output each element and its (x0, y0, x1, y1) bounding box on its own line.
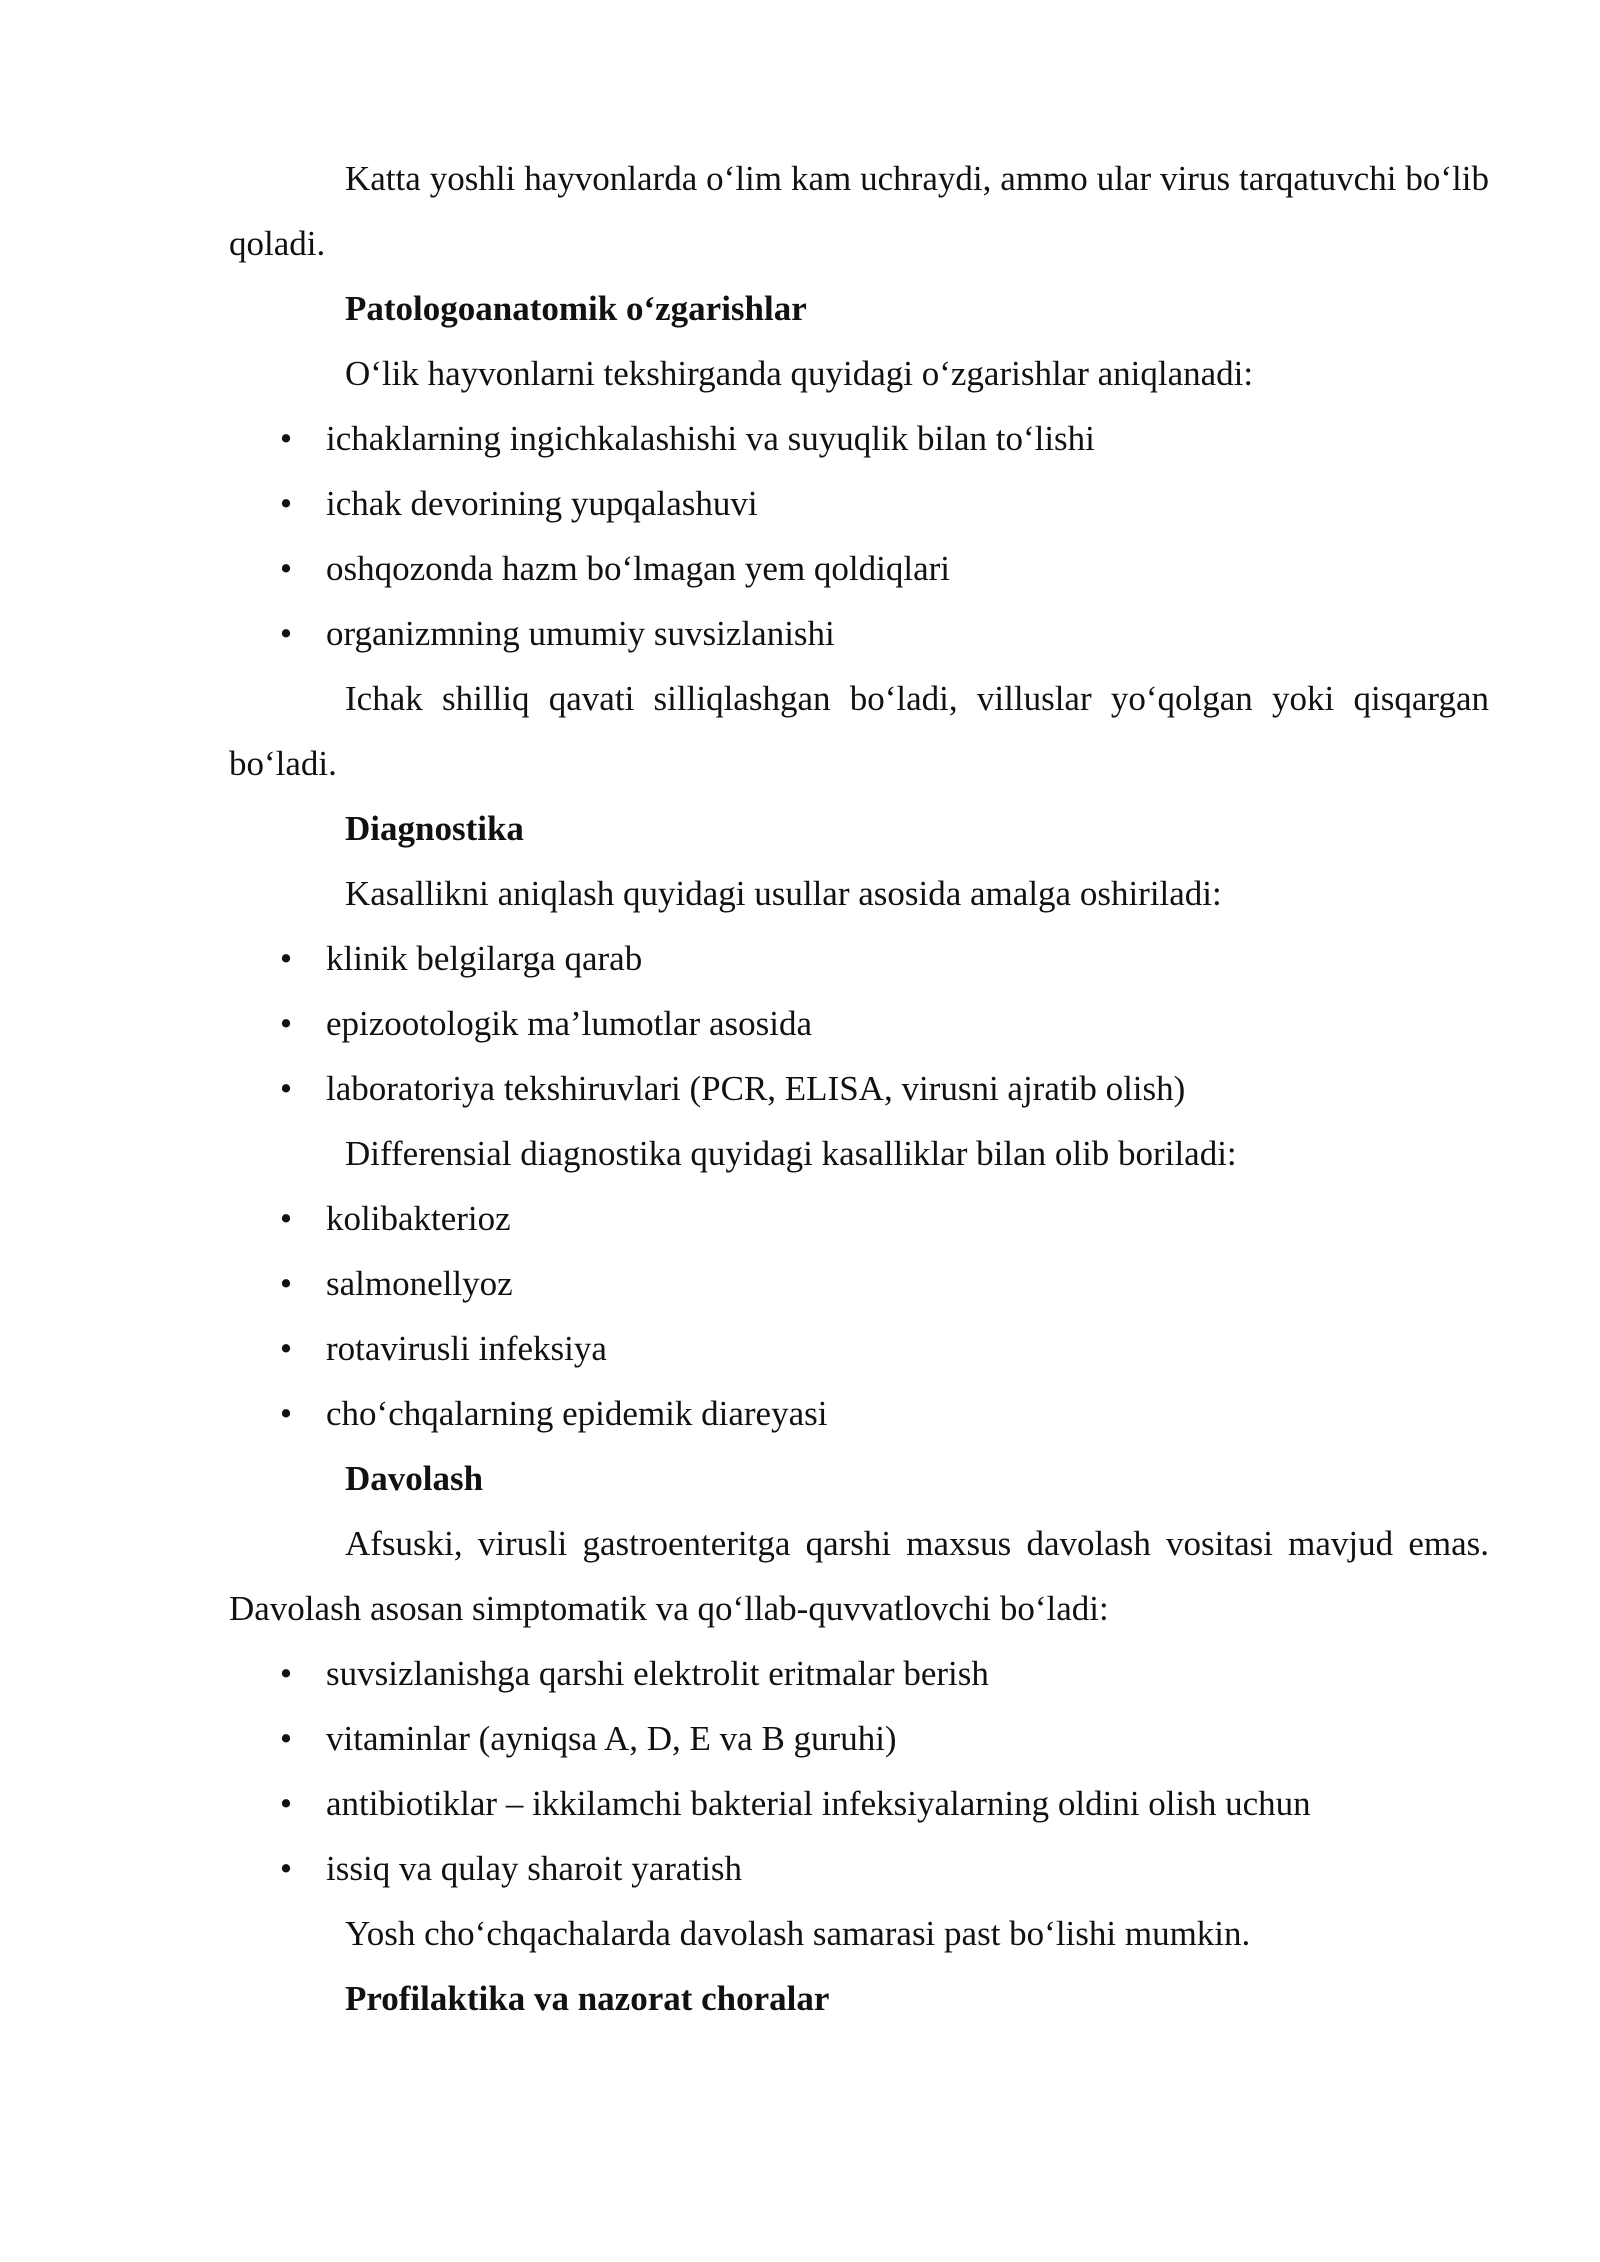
list-item-text: epizootologik ma’lumotlar asosida (326, 1004, 813, 1043)
paragraph-treatment-outcome: Yosh cho‘chqachalarda davolash samarasi past bo‘lishi mumkin. (345, 1914, 1251, 1953)
list-item (229, 926, 1489, 991)
bullet-icon: • (279, 1004, 293, 1043)
document-page (229, 146, 1489, 2031)
bullet-icon: • (279, 419, 293, 458)
list-item (229, 601, 1489, 666)
list-item-text: ichak devorining yupqalashuvi (326, 484, 758, 523)
bullet-icon: • (279, 549, 293, 588)
treatment-list (229, 1641, 1489, 1901)
heading-treatment: Davolash (345, 1459, 484, 1498)
bullet-icon: • (279, 614, 293, 653)
paragraph-necropsy-intro: O‘lik hayvonlarni tekshirganda quyidagi o‘zgarishlar aniqlanadi: (345, 354, 1254, 393)
list-item-text: suvsizlanishga qarshi elektrolit eritmalar berish (326, 1654, 989, 1693)
list-item-text: vitaminlar (ayniqsa A, D, E va B guruhi) (326, 1719, 897, 1758)
diagnostic-methods-list (229, 926, 1489, 1121)
list-item (229, 1836, 1489, 1901)
list-item (229, 1381, 1489, 1446)
bullet-icon: • (279, 1849, 293, 1888)
bullet-icon: • (279, 1069, 293, 1108)
differential-diseases-list (229, 1186, 1489, 1446)
list-item (229, 1186, 1489, 1251)
list-item-text: antibiotiklar – ikkilamchi bakterial infeksiyalarning oldini olish uchun (326, 1784, 1311, 1823)
list-item (229, 471, 1489, 536)
list-item-text: kolibakterioz (326, 1199, 511, 1238)
list-item (229, 536, 1489, 601)
paragraph-treatment-intro: Afsuski, virusli gastroenteritga qarshi maxsus davolash vositasi mavjud emas. Davolash asosan simptomatik va qo‘llab-quvvatlovchi bo‘ladi: (229, 1524, 1489, 1628)
list-item-text: laboratoriya tekshiruvlari (PCR, ELISA, virusni ajratib olish) (326, 1069, 1186, 1108)
bullet-icon: • (279, 1719, 293, 1758)
list-item-text: cho‘chqalarning epidemik diareyasi (326, 1394, 828, 1433)
list-item-text: issiq va qulay sharoit yaratish (326, 1849, 743, 1888)
list-item-text: oshqozonda hazm bo‘lmagan yem qoldiqlari (326, 549, 951, 588)
list-item (229, 1251, 1489, 1316)
list-item (229, 1641, 1489, 1706)
bullet-icon: • (279, 1394, 293, 1433)
bullet-icon: • (279, 1199, 293, 1238)
bullet-icon: • (279, 939, 293, 978)
necropsy-findings-list (229, 406, 1489, 666)
list-item-text: salmonellyoz (326, 1264, 513, 1303)
list-item-text: ichaklarning ingichkalashishi va suyuqlik bilan to‘lishi (326, 419, 1095, 458)
list-item (229, 1771, 1489, 1836)
paragraph-adult-mortality: Katta yoshli hayvonlarda o‘lim kam uchraydi, ammo ular virus tarqatuvchi bo‘lib qoladi. (229, 159, 1489, 263)
bullet-icon: • (279, 1654, 293, 1693)
list-item (229, 1056, 1489, 1121)
list-item (229, 1316, 1489, 1381)
bullet-icon: • (279, 1329, 293, 1368)
list-item (229, 991, 1489, 1056)
list-item-text: organizmning umumiy suvsizlanishi (326, 614, 835, 653)
paragraph-diagnostics-intro: Kasallikni aniqlash quyidagi usullar asosida amalga oshiriladi: (345, 874, 1222, 913)
list-item (229, 1706, 1489, 1771)
bullet-icon: • (279, 1264, 293, 1303)
list-item-text: klinik belgilarga qarab (326, 939, 643, 978)
heading-pathoanatomical-changes: Patologoanatomik o‘zgarishlar (345, 289, 807, 328)
heading-diagnostics: Diagnostika (345, 809, 524, 848)
list-item (229, 406, 1489, 471)
bullet-icon: • (279, 1784, 293, 1823)
heading-prophylaxis: Profilaktika va nazorat choralar (345, 1979, 830, 2018)
paragraph-differential-intro: Differensial diagnostika quyidagi kasalliklar bilan olib boriladi: (345, 1134, 1237, 1173)
paragraph-intestinal-mucosa: Ichak shilliq qavati silliqlashgan bo‘ladi, villuslar yo‘qolgan yoki qisqargan bo‘ladi. (229, 679, 1489, 783)
list-item-text: rotavirusli infeksiya (326, 1329, 607, 1368)
bullet-icon: • (279, 484, 293, 523)
